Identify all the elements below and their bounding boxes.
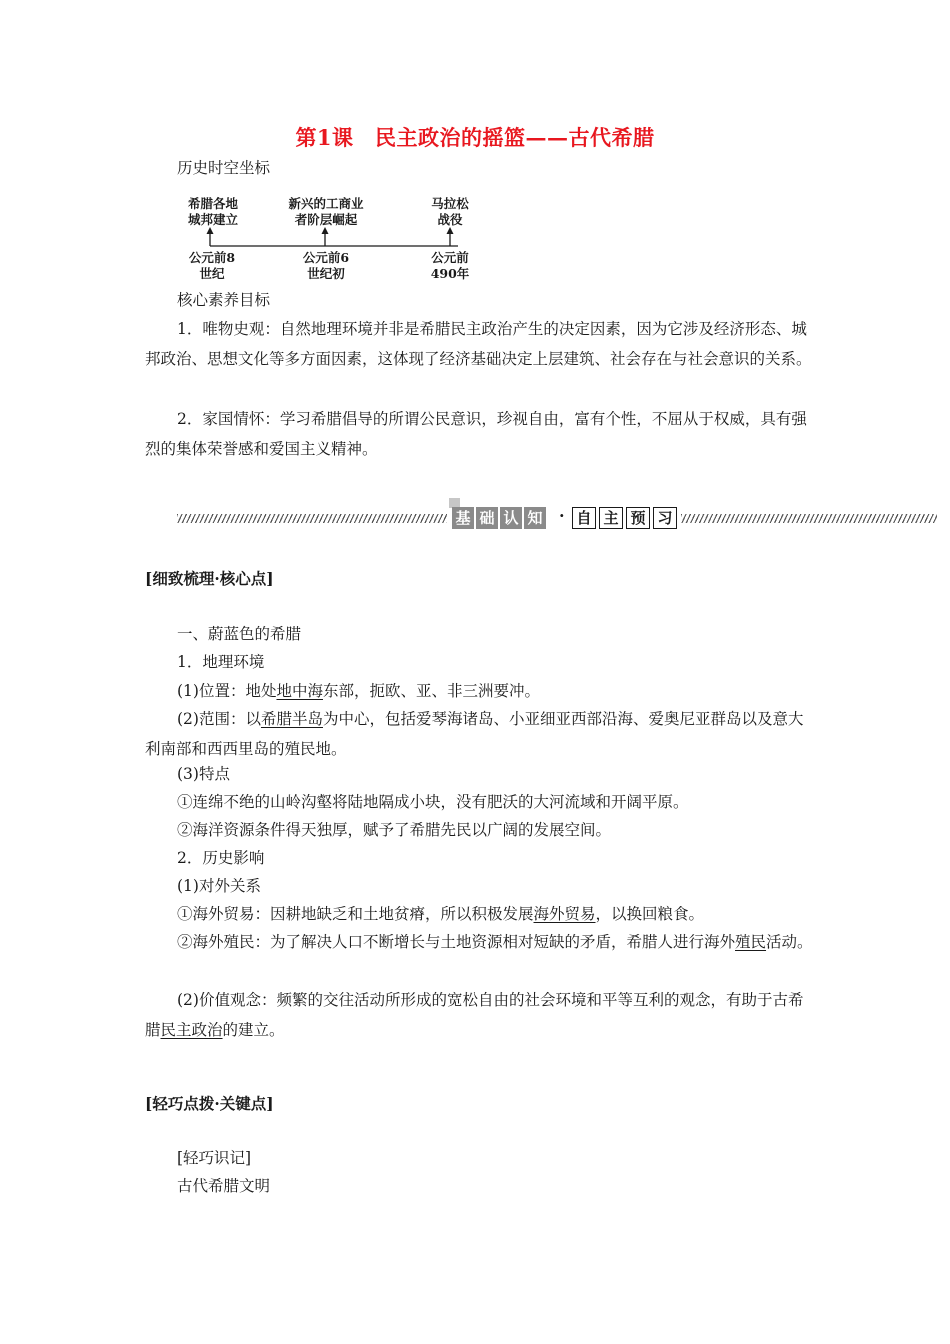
heading-influence: 2．历史影响 [177, 849, 265, 867]
banner-hatch-right [681, 514, 937, 523]
key-term: 希腊半岛 [260, 710, 323, 728]
banner-label-right [572, 507, 680, 529]
timeline-event-3: 马拉松 战役 [431, 196, 469, 227]
goals-heading: 核心素养目标 [177, 291, 271, 309]
section-heading-core: [细致梳理·核心点] [145, 569, 274, 588]
banner-label-left [452, 507, 548, 529]
banner-char: 预 [626, 507, 650, 529]
banner-hatch-left [177, 514, 447, 523]
arrow-up-icon [447, 227, 454, 234]
key-term: 海外贸易 [533, 905, 596, 923]
banner-char: 基 [452, 507, 474, 529]
location-line: (1)位置：地处地中海东部，扼欧、亚、非三洲要冲。 [177, 682, 540, 700]
banner-char: 知 [524, 507, 546, 529]
values-paragraph: (2)价值观念：频繁的交往活动所形成的宽松自由的社会环境和平等互利的观念，有助于古希腊民主政治的建立。 [145, 991, 804, 1039]
subheading-memory: [轻巧识记] [177, 1149, 252, 1167]
lesson-title: 第1课 民主政治的摇篮——古代希腊 [295, 125, 655, 150]
external-relations-heading: (1)对外关系 [177, 877, 261, 895]
goal-item-1: 1．唯物史观：自然地理环境并非是希腊民主政治产生的决定因素，因为它涉及经济形态、城邦政治、思想文化等多方面因素，这体现了经济基础决定上层建筑、社会存在与社会意识的关系。 [145, 320, 812, 368]
timeline-axis [180, 226, 480, 252]
banner-char: 主 [599, 507, 623, 529]
banner-char: 础 [476, 507, 498, 529]
timeline-event-2: 新兴的工商业 者阶层崛起 [288, 196, 364, 227]
key-term: 殖民 [735, 933, 767, 951]
timeline-date-2: 公元前6 世纪初 [302, 250, 350, 281]
banner-separator: · [559, 506, 565, 525]
section-heading-key: [轻巧点拨·关键点] [145, 1094, 274, 1113]
feature-2: ②海洋资源条件得天独厚，赋予了希腊先民以广阔的发展空间。 [177, 821, 612, 839]
timeline-event-1: 希腊各地 城邦建立 [187, 196, 238, 227]
feature-1: ①连绵不绝的山岭沟壑将陆地隔成小块，没有肥沃的大河流域和开阔平原。 [177, 793, 689, 811]
banner-char: 自 [572, 507, 596, 529]
features-heading: (3)特点 [177, 765, 230, 783]
key-term: 地中海 [276, 682, 323, 700]
trade-line: ①海外贸易：因耕地缺乏和土地贫瘠，所以积极发展海外贸易，以换回粮食。 [177, 905, 705, 923]
colonization-paragraph: ②海外殖民：为了解决人口不断增长与土地资源相对短缺的矛盾，希腊人进行海外殖民活动。 [177, 933, 813, 951]
arrow-up-icon [207, 227, 214, 234]
timeline-date-1: 公元前8 世纪 [188, 250, 236, 281]
range-paragraph: (2)范围：以希腊半岛为中心，包括爱琴海诸岛、小亚细亚西部沿海、爱奥尼亚群岛以及意大利南部和西西里岛的殖民地。 [145, 710, 804, 758]
heading-blue-greece: 一、蔚蓝色的希腊 [177, 625, 302, 643]
banner-char: 习 [653, 507, 677, 529]
banner-char: 认 [500, 507, 522, 529]
timeline-date-3: 公元前 490年 [430, 250, 470, 281]
goal-item-2: 2．家国情怀：学习希腊倡导的所谓公民意识，珍视自由，富有个性，不屈从于权威，具有强烈的集体荣誉感和爱国主义精神。 [145, 410, 807, 458]
key-term: 民主政治 [160, 1021, 223, 1039]
heading-geography: 1．地理环境 [177, 653, 265, 671]
arrow-up-icon [322, 227, 329, 234]
civilization-line: 古代希腊文明 [177, 1177, 271, 1195]
timeline-heading: 历史时空坐标 [177, 159, 271, 177]
